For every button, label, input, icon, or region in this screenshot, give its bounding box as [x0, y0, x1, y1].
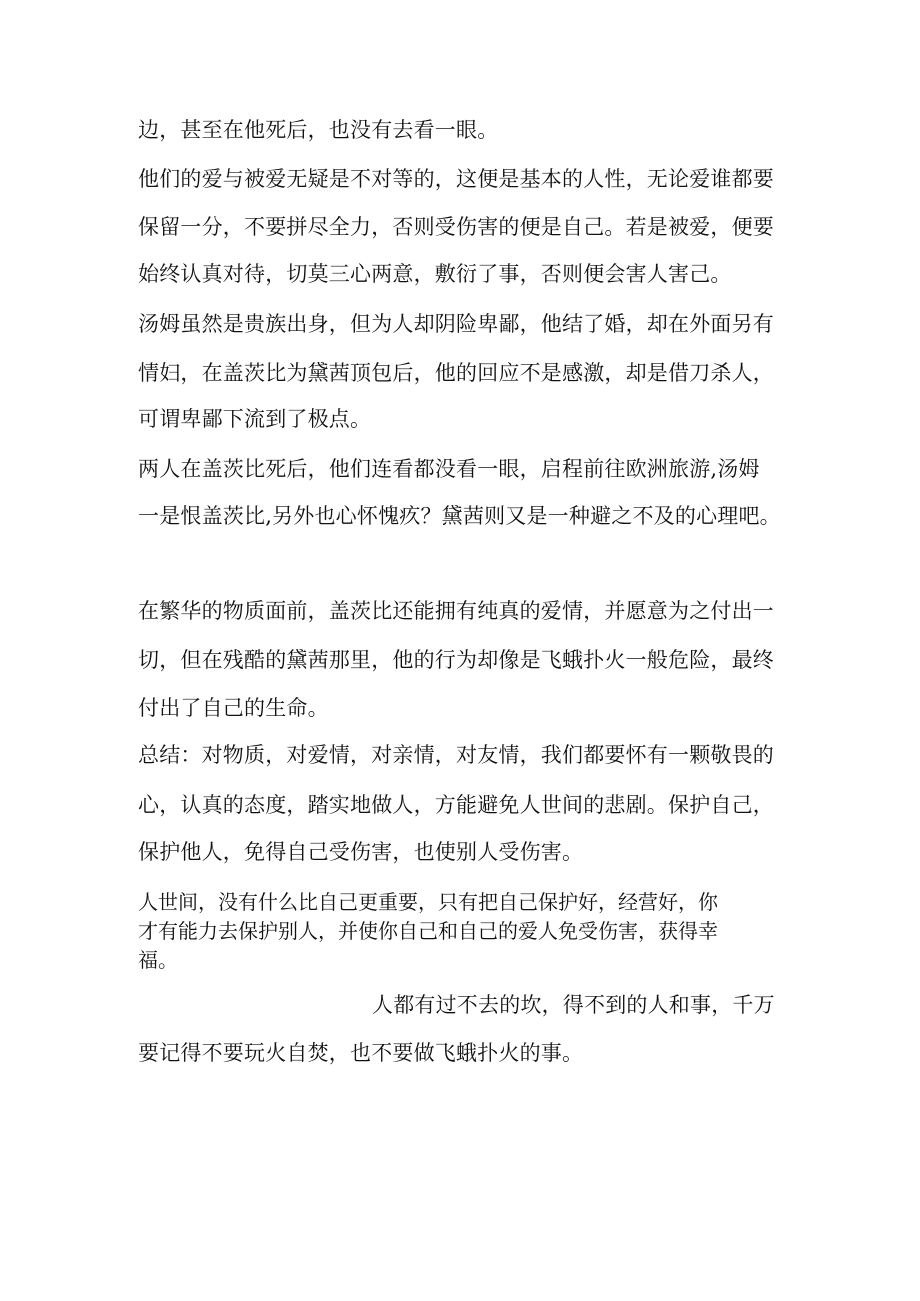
text-line: 一是恨盖茨比,另外也心怀愧疚？黛茜则又是一种避之不及的心理吧。 — [138, 504, 781, 528]
text-line: 始终认真对待，切莫三心两意，敷衍了事，否则便会害人害己。 — [138, 262, 732, 286]
text-line: 付出了自己的生命。 — [138, 696, 329, 720]
text-line: 两人在盖茨比死后，他们连看都没看一眼，启程前往欧洲旅游,汤姆 — [138, 457, 760, 481]
text-line: 保护他人，免得自己受伤害，也使别人受伤害。 — [138, 840, 584, 864]
text-line: 可谓卑鄙下流到了极点。 — [138, 407, 372, 431]
text-line: 心，认真的态度，踏实地做人，方能避免人世间的悲剧。保护自己， — [138, 793, 774, 817]
text-line: 才有能力去保护别人，并使你自己和自己的爱人免受伤害，获得幸 — [138, 919, 718, 943]
text-line: 人世间，没有什么比自己更重要，只有把自己保护好，经营好，你 — [138, 890, 718, 914]
text-line: 保留一分，不要拼尽全力，否则受伤害的便是自己。若是被爱，便要 — [138, 215, 774, 239]
text-line: 人都有过不去的坎，得不到的人和事，千万 — [372, 993, 775, 1017]
text-line: 总结：对物质，对爱情，对亲情，对友情，我们都要怀有一颗敬畏的 — [138, 743, 774, 767]
text-line: 他们的爱与被爱无疑是不对等的，这便是基本的人性，无论爱谁都要 — [138, 167, 774, 191]
text-line: 在繁华的物质面前，盖茨比还能拥有纯真的爱情，并愿意为之付出一 — [138, 599, 774, 623]
text-line: 汤姆虽然是贵族出身，但为人却阴险卑鄙，他结了婚，却在外面另有 — [138, 312, 774, 336]
text-line: 要记得不要玩火自焚，也不要做飞蛾扑火的事。 — [138, 1041, 584, 1065]
text-line: 切，但在残酷的黛茜那里，他的行为却像是飞蛾扑火一般危险，最终 — [138, 648, 774, 672]
text-line: 边，甚至在他死后，也没有去看一眼。 — [138, 118, 499, 142]
text-line: 福。 — [138, 948, 178, 972]
text-line: 情妇，在盖茨比为黛茜顶包后，他的回应不是感激，却是借刀杀人， — [138, 361, 774, 385]
